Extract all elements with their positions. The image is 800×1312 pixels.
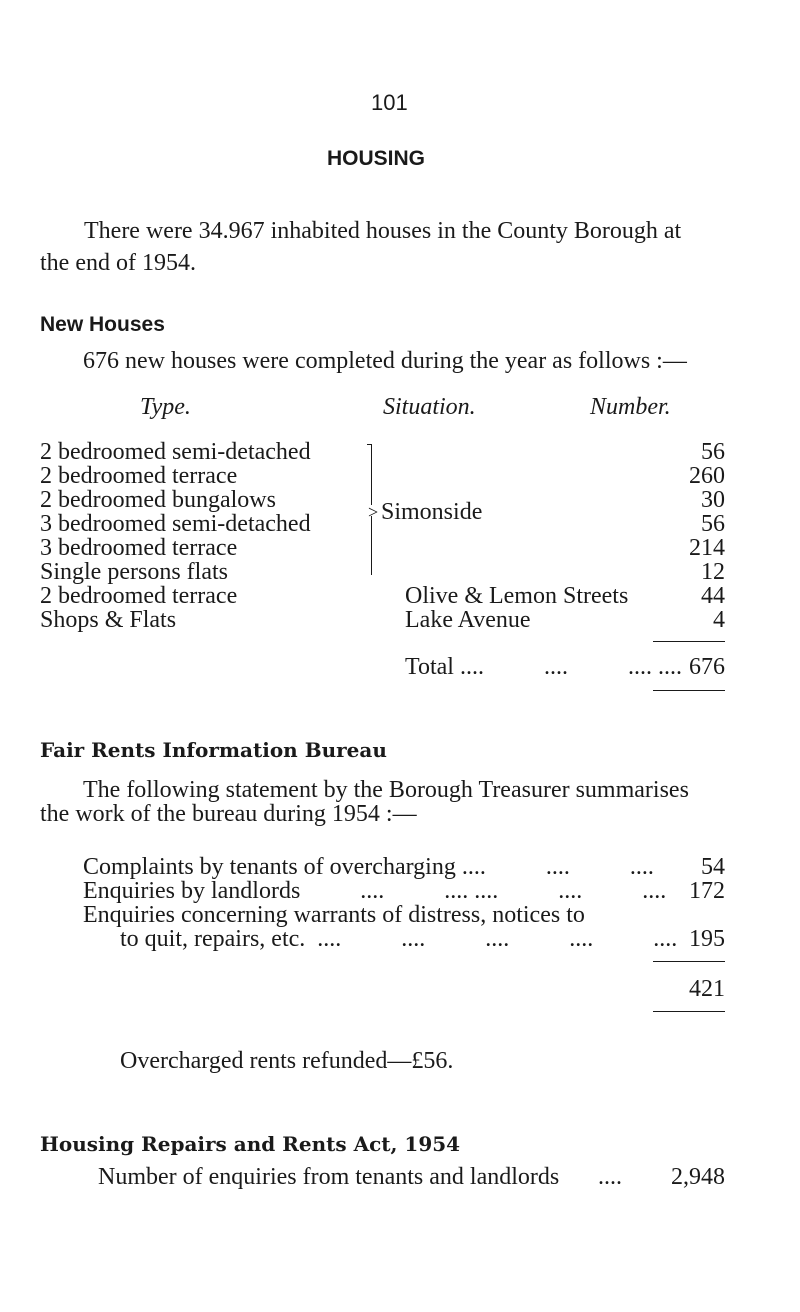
row-number: 4 bbox=[713, 607, 725, 633]
total-label: Total .... .... .... .... bbox=[405, 654, 682, 680]
total-rule-bottom bbox=[653, 690, 725, 691]
list-item: Enquiries concerning warrants of distress, notices to bbox=[83, 902, 585, 928]
row-number: 260 bbox=[689, 463, 725, 489]
row-type: 3 bedroomed semi-detached bbox=[40, 511, 311, 537]
repairs-heading: Housing Repairs and Rents Act, 1954 bbox=[40, 1132, 461, 1156]
row-type: 3 bedroomed terrace bbox=[40, 535, 238, 561]
row-situation: Olive & Lemon Streets bbox=[405, 583, 629, 609]
row-number: 12 bbox=[701, 559, 725, 585]
fair-rents-lead-1: The following statement by the Borough Treasurer summarises bbox=[83, 777, 689, 803]
col-type-header: Type. bbox=[140, 394, 191, 420]
list-item-value: 195 bbox=[689, 926, 725, 952]
repairs-value: 2,948 bbox=[671, 1164, 725, 1190]
row-type: Single persons flats bbox=[40, 559, 228, 585]
row-number: 56 bbox=[701, 511, 725, 537]
row-situation: Lake Avenue bbox=[405, 607, 531, 633]
page-title: HOUSING bbox=[327, 147, 426, 170]
total-value: 676 bbox=[689, 654, 725, 680]
page-number: 101 bbox=[371, 90, 408, 115]
row-number: 30 bbox=[701, 487, 725, 513]
row-type: 2 bedroomed bungalows bbox=[40, 487, 276, 513]
new-houses-lead: 676 new houses were completed during the year as follows :— bbox=[83, 348, 687, 374]
row-type: 2 bedroomed terrace bbox=[40, 583, 238, 609]
row-type: 2 bedroomed semi-detached bbox=[40, 439, 311, 465]
new-houses-heading: New Houses bbox=[40, 313, 165, 336]
col-situation-header: Situation. bbox=[383, 394, 476, 420]
row-number: 44 bbox=[701, 583, 725, 609]
refunded-line: Overcharged rents refunded—£56. bbox=[120, 1048, 454, 1074]
fair-rents-rule-bottom bbox=[653, 1011, 725, 1012]
repairs-line: Number of enquiries from tenants and landlords bbox=[98, 1164, 560, 1190]
list-item: to quit, repairs, etc. .... .... .... .... .... bbox=[120, 926, 678, 952]
list-item: Enquiries by landlords .... .... .... .... .... bbox=[83, 878, 667, 904]
total-rule-top bbox=[653, 641, 725, 642]
list-item-value: 54 bbox=[701, 854, 725, 880]
intro-line-2: the end of 1954. bbox=[40, 250, 196, 276]
fair-rents-heading: Fair Rents Information Bureau bbox=[40, 738, 387, 762]
intro-line-1: There were 34.967 inhabited houses in the County Borough at bbox=[84, 218, 682, 244]
col-number-header: Number. bbox=[590, 394, 671, 420]
fair-rents-total: 421 bbox=[689, 976, 725, 1002]
row-number: 214 bbox=[689, 535, 725, 561]
situation-simonside: Simonside bbox=[381, 499, 483, 525]
row-type: 2 bedroomed terrace bbox=[40, 463, 238, 489]
fair-rents-rule-top bbox=[653, 961, 725, 962]
list-item: Complaints by tenants of overcharging .... .... .... bbox=[83, 854, 654, 880]
row-type: Shops & Flats bbox=[40, 607, 177, 633]
list-item-value: 172 bbox=[689, 878, 725, 904]
row-number: 56 bbox=[701, 439, 725, 465]
repairs-dots: .... bbox=[598, 1164, 622, 1190]
fair-rents-lead-2: the work of the bureau during 1954 :— bbox=[40, 801, 417, 827]
